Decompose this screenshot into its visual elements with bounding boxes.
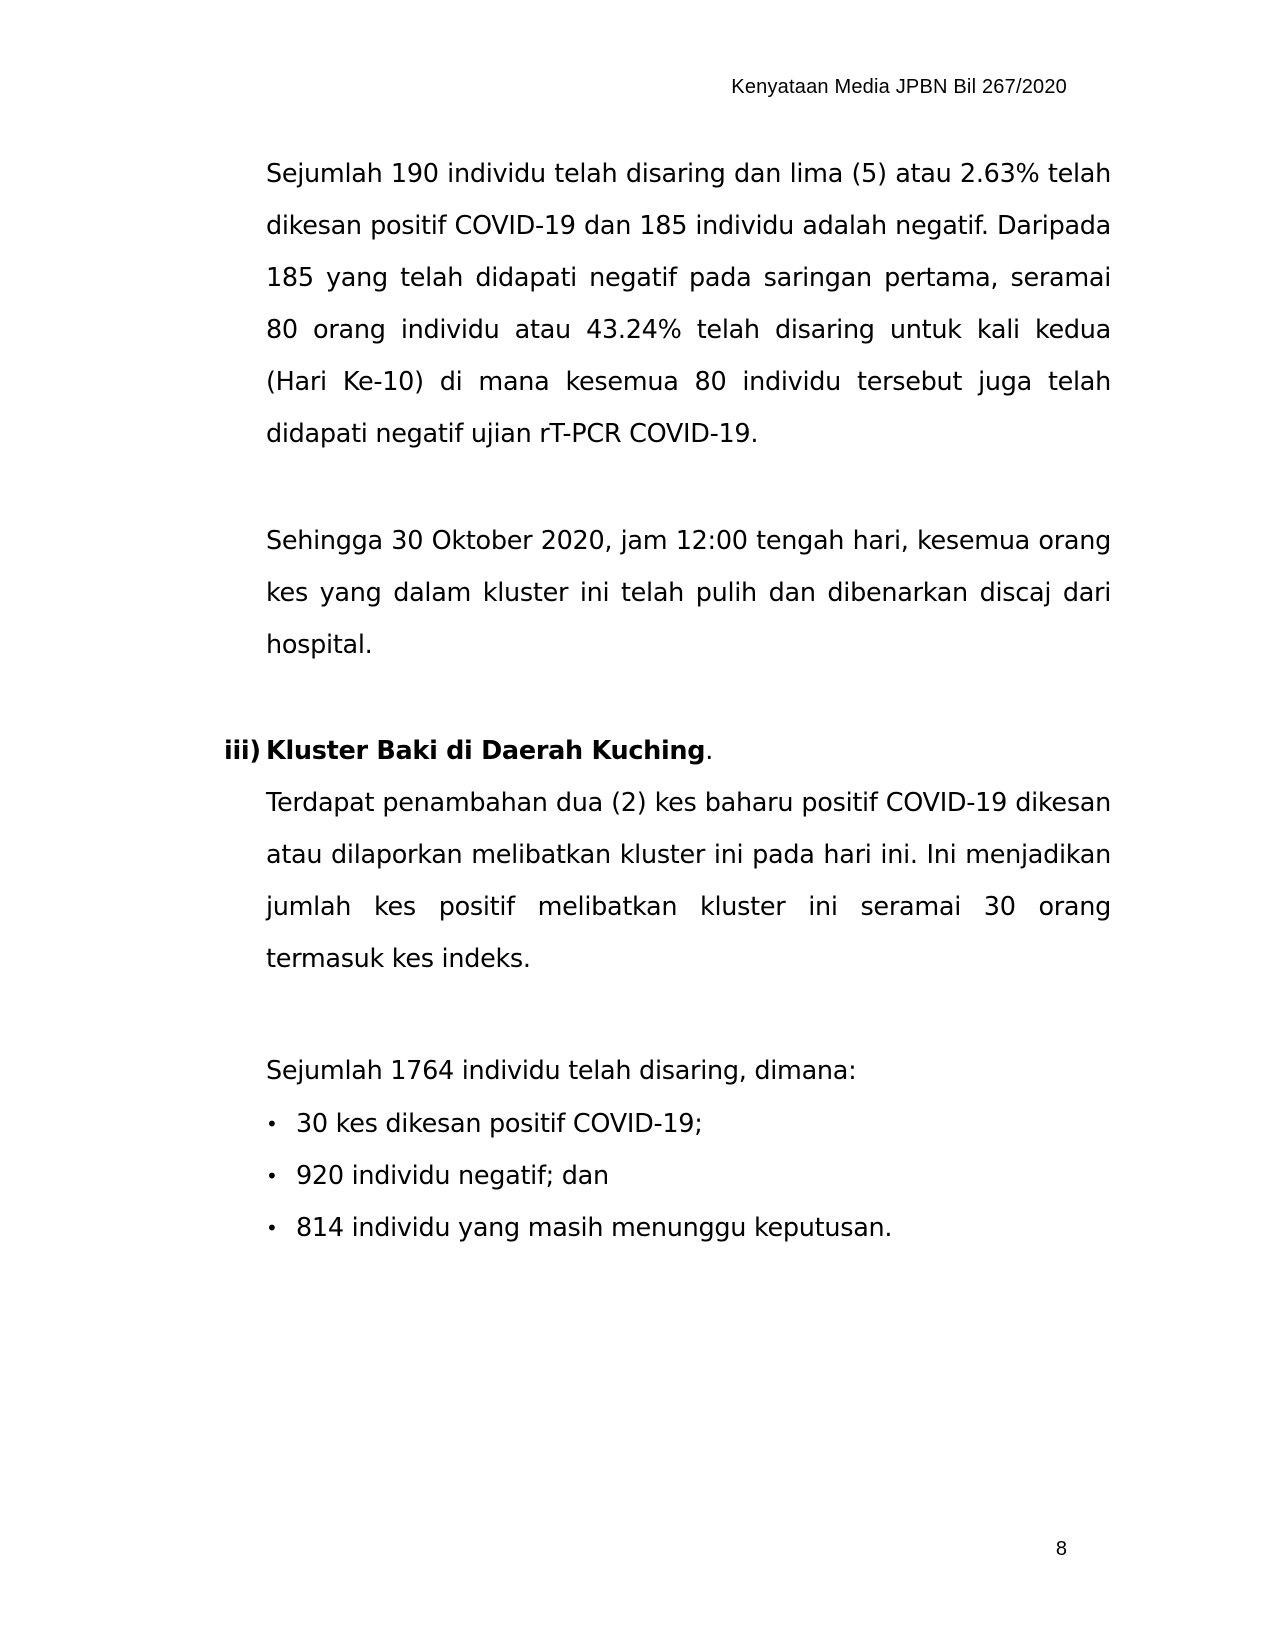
page-number: 8 — [1055, 1538, 1067, 1560]
document-header: Kenyataan Media JPBN Bil 267/2020 — [731, 76, 1067, 98]
bullet-icon: • — [266, 1164, 278, 1188]
list-item-text: 30 kes dikesan positif COVID-19; — [296, 1109, 703, 1139]
paragraph-new-cases: Terdapat penambahan dua (2) kes baharu positif COVID-19 dikesan atau dilaporkan melibatkan kluster ini pada hari ini. Ini menjadikan jumlah kes positif melibatkan kluster ini seramai 30 orang termasuk kes indeks. — [266, 788, 1111, 974]
section-title-bold: Kluster Baki di Daerah Kuching — [266, 736, 706, 766]
paragraph-recovery-status: Sehingga 30 Oktober 2020, jam 12:00 tengah hari, kesemua orang kes yang dalam kluster ini telah pulih dan dibenarkan discaj dari hospital. — [266, 526, 1111, 660]
section-number: iii) — [224, 736, 261, 766]
paragraph-screening-summary: Sejumlah 190 individu telah disaring dan lima (5) atau 2.63% telah dikesan positif COVID-19 dan 185 individu adalah negatif. Daripada 185 yang telah didapati negatif pada saringan pertama, seramai 80 orang individu atau 43.24% telah disaring untuk kali kedua (Hari Ke-10) di mana kesemua 80 individu tersebut juga telah didapati negatif ujian rT-PCR COVID-19. — [266, 159, 1111, 449]
section-title — [266, 725, 713, 777]
list-item — [266, 1150, 1111, 1202]
section-title-period: . — [705, 736, 714, 766]
bullet-icon: • — [266, 1216, 278, 1240]
bullet-icon: • — [266, 1112, 278, 1136]
paragraph-screened-total: Sejumlah 1764 individu telah disaring, dimana: — [266, 1056, 857, 1086]
list-item-text: 920 individu negatif; dan — [296, 1161, 609, 1191]
list-item-text: 814 individu yang masih menunggu keputusan. — [296, 1213, 893, 1243]
list-item — [266, 1202, 1111, 1254]
screening-results-list — [266, 1098, 1111, 1254]
list-item — [266, 1098, 1111, 1150]
